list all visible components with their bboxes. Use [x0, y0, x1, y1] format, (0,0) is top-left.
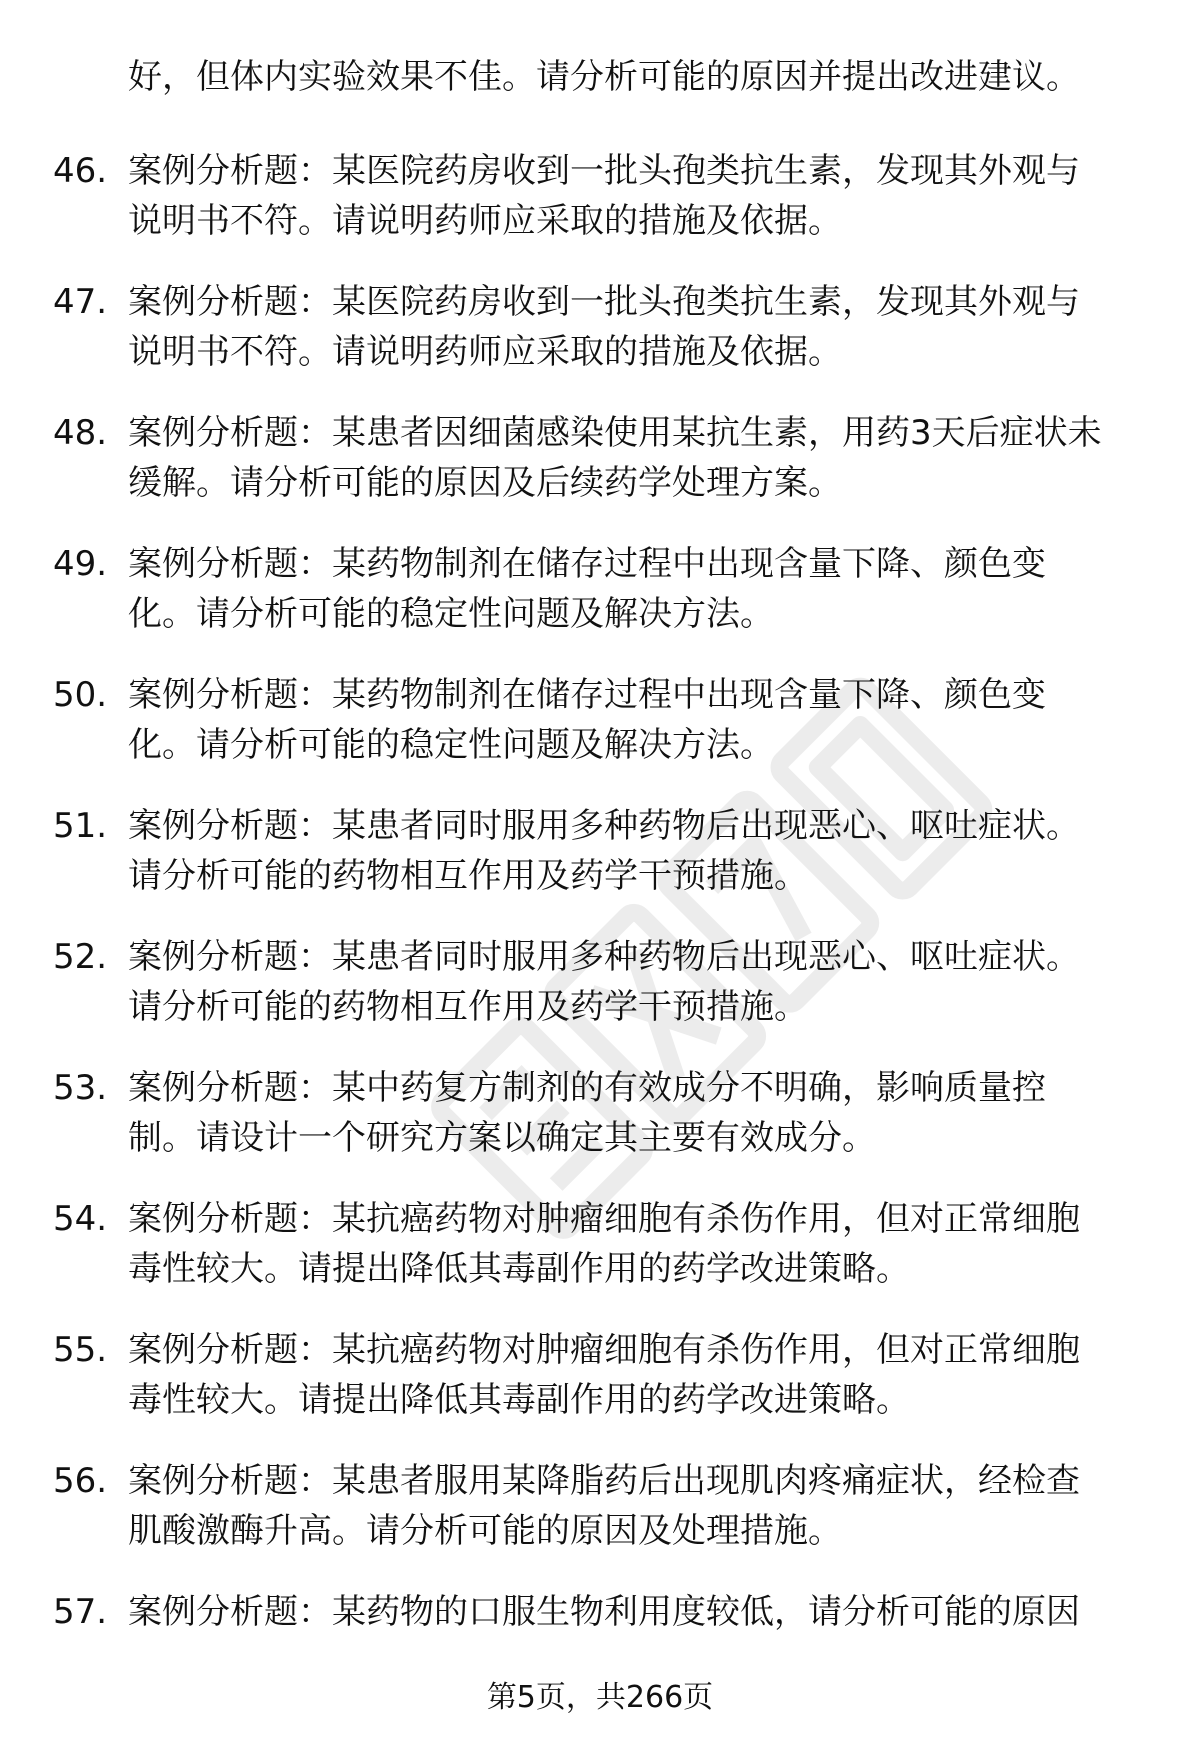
question-number: 50. [53, 675, 108, 715]
question-item [0, 801, 1200, 932]
question-item [0, 1325, 1200, 1456]
question-number: 49. [53, 544, 108, 584]
question-number: 51. [53, 806, 108, 846]
question-text-line: 案例分析题：某患者同时服用多种药物后出现恶心、呕吐症状。 [128, 937, 1080, 977]
question-item [0, 1194, 1200, 1325]
question-number: 53. [53, 1068, 108, 1108]
question-item [0, 539, 1200, 670]
question-item [0, 277, 1200, 408]
question-item [0, 670, 1200, 801]
question-text-line: 案例分析题：某医院药房收到一批头孢类抗生素，发现其外观与 [128, 151, 1080, 191]
question-text-line: 请分析可能的药物相互作用及药学干预措施。 [128, 987, 808, 1027]
question-text-line: 案例分析题：某药物制剂在储存过程中出现含量下降、颜色变 [128, 544, 1046, 584]
question-item [0, 146, 1200, 277]
question-text-line: 缓解。请分析可能的原因及后续药学处理方案。 [128, 463, 842, 503]
continued-question-text: 好，但体内实验效果不佳。请分析可能的原因并提出改进建议。 [128, 57, 1080, 97]
question-item [0, 1456, 1200, 1587]
question-text-line: 案例分析题：某医院药房收到一批头孢类抗生素，发现其外观与 [128, 282, 1080, 322]
question-text-line: 说明书不符。请说明药师应采取的措施及依据。 [128, 332, 842, 372]
question-item [0, 1063, 1200, 1194]
question-number: 57. [53, 1592, 108, 1632]
question-text-line: 请分析可能的药物相互作用及药学干预措施。 [128, 856, 808, 896]
question-text-line: 案例分析题：某中药复方制剂的有效成分不明确，影响质量控 [128, 1068, 1046, 1108]
question-number: 46. [53, 151, 108, 191]
question-text-line: 案例分析题：某药物的口服生物利用度较低，请分析可能的原因 [128, 1592, 1080, 1632]
question-text-line: 案例分析题：某抗癌药物对肿瘤细胞有杀伤作用，但对正常细胞 [128, 1330, 1080, 1370]
question-number: 48. [53, 413, 108, 453]
question-text-line: 案例分析题：某药物制剂在储存过程中出现含量下降、颜色变 [128, 675, 1046, 715]
question-text-line: 毒性较大。请提出降低其毒副作用的药学改进策略。 [128, 1380, 910, 1420]
question-text-line: 化。请分析可能的稳定性问题及解决方法。 [128, 725, 774, 765]
question-number: 55. [53, 1330, 108, 1370]
question-list [0, 146, 1200, 1718]
question-text-line: 肌酸激酶升高。请分析可能的原因及处理措施。 [128, 1511, 842, 1551]
question-item [0, 408, 1200, 539]
question-text-line: 案例分析题：某患者同时服用多种药物后出现恶心、呕吐症状。 [128, 806, 1080, 846]
question-text-line: 毒性较大。请提出降低其毒副作用的药学改进策略。 [128, 1249, 910, 1289]
question-text-line: 说明书不符。请说明药师应采取的措施及依据。 [128, 201, 842, 241]
question-item [0, 932, 1200, 1063]
question-number: 52. [53, 937, 108, 977]
question-text-line: 案例分析题：某抗癌药物对肿瘤细胞有杀伤作用，但对正常细胞 [128, 1199, 1080, 1239]
question-number: 47. [53, 282, 108, 322]
question-text-line: 案例分析题：某患者因细菌感染使用某抗生素，用药3天后症状未 [128, 413, 1102, 453]
question-text-line: 案例分析题：某患者服用某降脂药后出现肌肉疼痛症状，经检查 [128, 1461, 1080, 1501]
question-text-line: 化。请分析可能的稳定性问题及解决方法。 [128, 594, 774, 634]
question-number: 54. [53, 1199, 108, 1239]
page-footer: 第5页，共266页 [486, 1680, 714, 1715]
question-text-line: 制。请设计一个研究方案以确定其主要有效成分。 [128, 1118, 876, 1158]
question-number: 56. [53, 1461, 108, 1501]
